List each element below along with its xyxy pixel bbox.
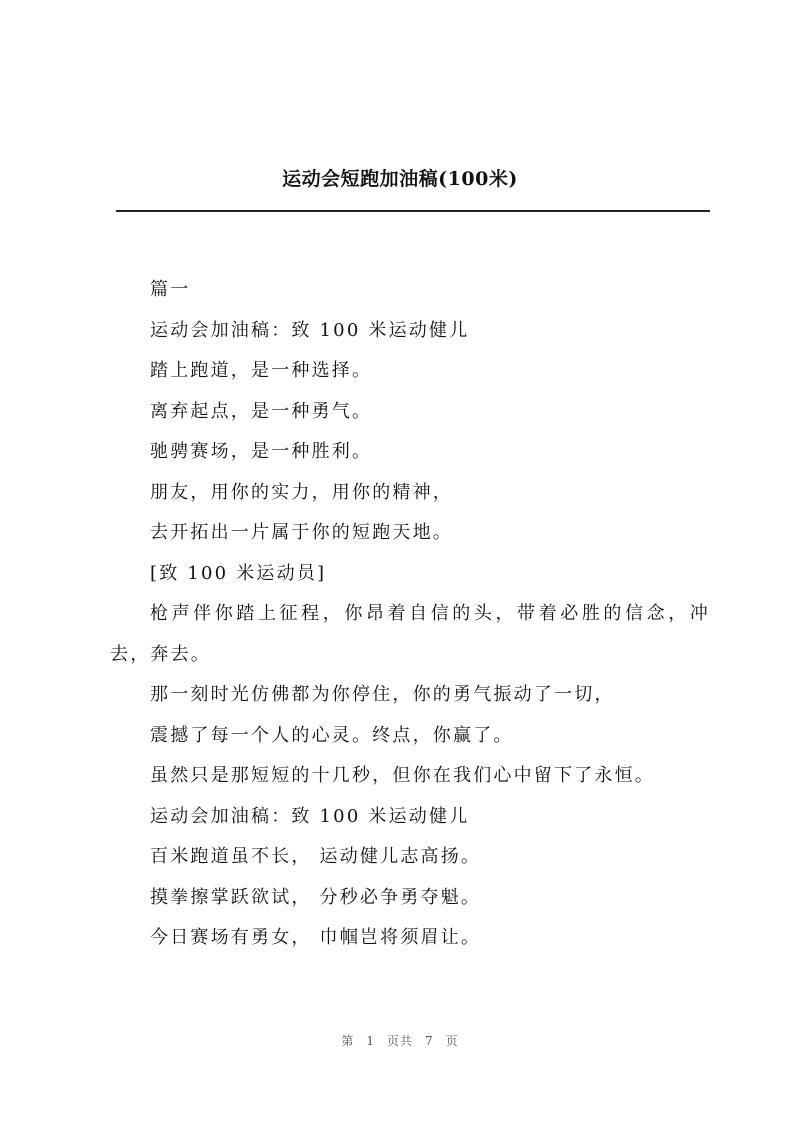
poem-line: 摸拳擦掌跃欲试， 分秒必争勇夺魁。 — [150, 886, 482, 908]
poem-line: 今日赛场有勇女， 巾帼岂将须眉让。 — [150, 927, 482, 948]
footer-page-number: 1 — [366, 1034, 375, 1048]
footer-prefix: 第 — [341, 1034, 355, 1048]
paragraph: 朋友，用你的实力，用你的精神， — [150, 481, 453, 503]
paragraph: 驰骋赛场，是一种胜利。 — [150, 441, 373, 462]
footer-total-pages: 7 — [425, 1034, 434, 1048]
subheading: [致 100 米运动员] — [150, 562, 327, 584]
title-divider — [116, 210, 710, 212]
paragraph: 踏上跑道，是一种选择。 — [150, 360, 373, 381]
subheading: 运动会加油稿：致 100 米运动健儿 — [150, 805, 470, 827]
footer-suffix: 页 — [445, 1034, 459, 1048]
subheading: 运动会加油稿：致 100 米运动健儿 — [150, 319, 470, 341]
paragraph: 震撼了每一个人的心灵。终点，你赢了。 — [150, 724, 514, 746]
document-body — [110, 270, 710, 959]
paragraph: 虽然只是那短短的十几秒，但你在我们心中留下了永恒。 — [150, 765, 655, 786]
footer-middle: 页共 — [386, 1034, 413, 1048]
document-title: 运动会短跑加油稿(100米) — [282, 168, 518, 190]
poem-line: 百米跑道虽不长， 运动健儿志高扬。 — [150, 846, 482, 867]
paragraph: 那一刻时光仿佛都为你停住，你的勇气振动了一切， — [150, 684, 615, 705]
section-heading: 篇一 — [150, 279, 191, 300]
paragraph: 离弃起点，是一种勇气。 — [150, 400, 373, 422]
paragraph: 去开拓出一片属于你的短跑天地。 — [150, 522, 453, 543]
paragraph: 枪声伴你踏上征程，你昂着自信的头，带着必胜的信念，冲去，奔去。 — [110, 603, 710, 665]
page-footer — [0, 1032, 800, 1049]
